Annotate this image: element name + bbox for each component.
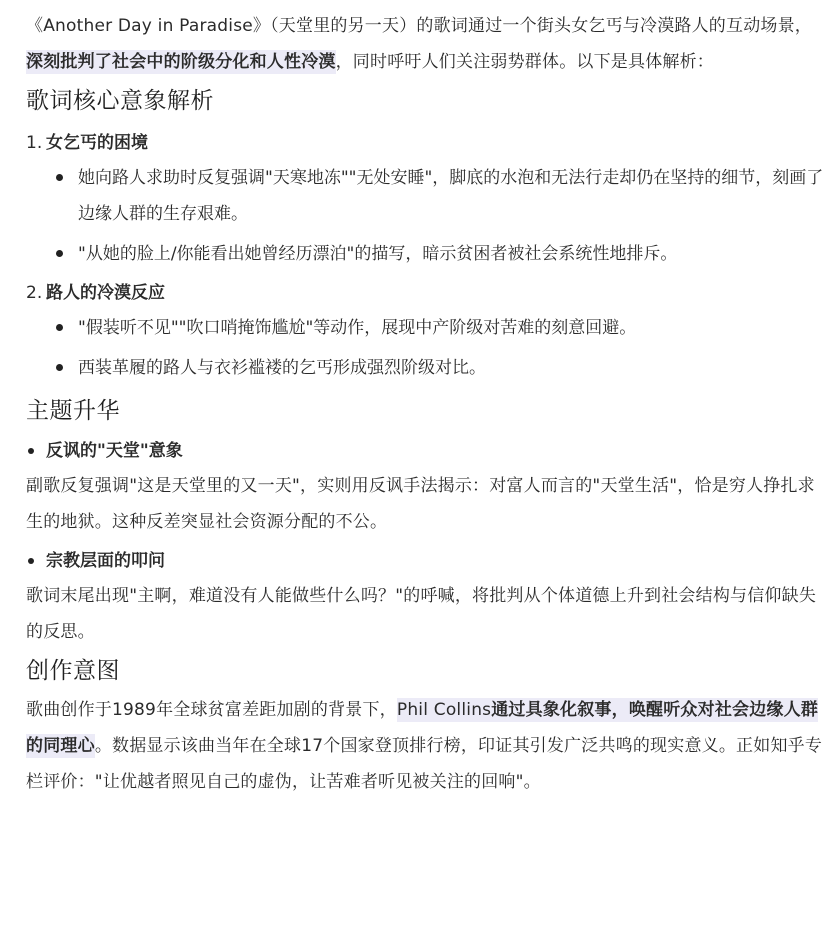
list-item: "从她的脸上/你能看出她曾经历漂泊"的描写，暗示贫困者被社会系统性地排斥。 (78, 236, 825, 272)
bullet-list-1 (26, 160, 825, 272)
intent-highlight-name: Phil Collins (396, 700, 492, 720)
intro-highlight: 深刻批判了社会中的阶级分化和人性冷漠 (26, 52, 336, 72)
numbered-item-1 (26, 126, 825, 160)
point-title: 宗教层面的叩问 (46, 551, 165, 571)
bullet-list-2 (26, 310, 825, 386)
intent-text-2: 。数据显示该曲当年在全球17个国家登顶排行榜，印证其引发广泛共鸣的现实意义。正如知乎专栏评价："让优越者照见自己的虚伪，让苦难者听见被关注的回响"。 (26, 736, 823, 792)
list-item: 她向路人求助时反复强调"天寒地冻""无处安睡"，脚底的水泡和无法行走却仍在坚持的细节，刻画了边缘人群的生存艰难。 (78, 160, 825, 232)
item-title: 路人的冷漠反应 (46, 283, 165, 303)
section-heading-imagery: 歌词核心意象解析 (26, 88, 214, 114)
theme-point-title-1 (26, 434, 825, 468)
item-number: 1. (26, 133, 43, 153)
intro-paragraph (26, 8, 825, 80)
section-heading-intent: 创作意图 (26, 658, 120, 684)
bullet-dot-icon (28, 448, 34, 454)
theme-point-title-2 (26, 544, 825, 578)
intent-paragraph (26, 692, 825, 800)
section-heading-theme: 主题升华 (26, 398, 120, 424)
intent-highlight-bold: 通过具象化叙事，唤醒听众对社会边缘人群的同理心 (26, 700, 819, 756)
point-title: 反讽的"天堂"意象 (46, 441, 183, 461)
numbered-item-2 (26, 276, 825, 310)
theme-point-text-2: 歌词末尾出现"主啊，难道没有人能做些什么吗？"的呼喊，将批判从个体道德上升到社会结构与信仰缺失的反思。 (26, 586, 817, 642)
theme-point-text-1: 副歌反复强调"这是天堂里的又一天"，实则用反讽手法揭示：对富人而言的"天堂生活"，恰是穷人挣扎求生的地狱。这种反差突显社会资源分配的不公。 (26, 476, 815, 532)
list-item: "假装听不见""吹口哨掩饰尴尬"等动作，展现中产阶级对苦难的刻意回避。 (78, 310, 825, 346)
list-item: 西装革履的路人与衣衫褴褛的乞丐形成强烈阶级对比。 (78, 350, 825, 386)
item-title: 女乞丐的困境 (46, 133, 148, 153)
intent-text-1: 歌曲创作于1989年全球贫富差距加剧的背景下， (26, 700, 397, 720)
intro-text-2: ，同时呼吁人们关注弱势群体。以下是具体解析： (335, 52, 715, 72)
intro-text-1: 《Another Day in Paradise》（天堂里的另一天）的歌词通过一个街头女乞丐与冷漠路人的互动场景， (26, 16, 813, 36)
item-number: 2. (26, 283, 43, 303)
bullet-dot-icon (28, 558, 34, 564)
